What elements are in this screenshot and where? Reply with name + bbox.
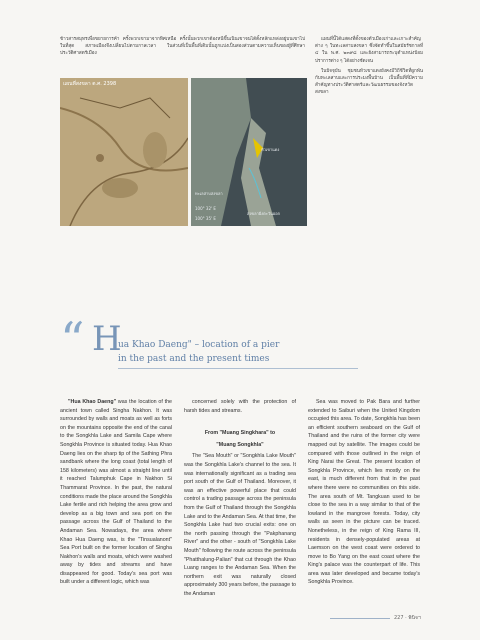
thai-right-column: [315, 36, 423, 100]
column-1-paragraph: [60, 398, 172, 587]
column-3-paragraph: Sea was moved to Pak Bara and further extended to Saiburi when the United Kingdom occupied this area. To date, Songkhla has been an efficient southern seaboard on the Gulf of Thailand and the ruins of the former city were mapped out by satellite. The images could be compared with those outlined in the reign of King Narai the Great. The present location of Songkhla Province, which lies mostly on the east, is much different from that in the past where there were no communities on this side. The area south of Mt. Tangkuan used to be close to the sea in a way similar to that of the lowland in the mangrove forests. Today, city walls as seen in the picture can be traced. Nonetheless, in the reign of King Rama III, residents in densely-populated areas at Laemson on the west coast were ordered to move to Bo Yang on the east coast where the King's palace was the counterpart of life. This area was later developed and became today's Songkhla Province.: [308, 399, 420, 586]
column-2-paragraph: concerned solely with the protection of harsh tides and streams.: [184, 399, 296, 414]
satellite-label-1: หัวเขาแดง: [261, 147, 280, 152]
column-2-paragraph: The "Sea Mouth" or "Songkhla Lake Mouth" was the Songkhla Lake's channel to the sea. It was internationally significant as a trading sea port south of the Gulf of Thailand. Moreover, it was an effective powerful place that could control a trading passage across the peninsula from the Gulf of Thailand through the Songkhla Lake and to the Andaman Sea. At that time, the Songkhla Lake had two crucial exits: one on the north passing through the "Pakphanang River" and the other - south of "Songkhla Lake Mouth" following the route across the peninsula "Phatthalung-Palian" that cut through the Khao Luang ranges to the Andaman Sea. When the northern exit was naturally closed approximately 300 years before, the passage to the Andaman: [184, 453, 296, 597]
satellite-coord-2: 100° 32' E: [195, 206, 216, 211]
thai-intro-paragraph: [60, 36, 305, 58]
section-heading: From "Muang Singkhara" to: [204, 430, 276, 437]
thai-right-paragraph: แผนที่นี้ได้แสดงที่ตั้งของตัวเมืองเก่าและเกาะสำคัญต่าง ๆ ในทะเลสาบสงขลา ซึ่งจัดทำขึ้นในสมัยรัชกาลที่ ๔ ใน พ.ศ. ๒๓๙๘ และยังสามารถระบุตำแหน่งป้อมปราการต่าง ๆ ได้อย่างชัดเจน: [315, 37, 423, 64]
english-column-1: [60, 398, 172, 587]
satellite-label-3: สงขลาฝั่งตะวันออก: [247, 211, 281, 216]
column-1-lead: "Hua Khao Daeng": [68, 399, 117, 405]
title-initial: H: [92, 319, 122, 359]
historic-map-drawing: [60, 78, 188, 226]
article-title: ua Khao Daeng" – location of a pier: [118, 340, 280, 350]
footer-divider: [330, 618, 390, 619]
title-divider: [118, 368, 358, 369]
column-1-text: was the location of the ancient town called Singha Nakhon. It was surrounded by walls and moats as well as forts on the mountains opposite the end of the canal to the Songkhla Lake and Samila Cape where Songkhla Province is situated today. Hua Khao Daeng lies on the sharp tip of the Sathing Phra sandbank where the long coast (total length of 158 kilometers) was almost a straight line until it reached Talumphuk Cape in Nakhon Si Thammarat Province. In the past, the natural conditions made the place around the Songkhla Lake fertile and rich helping the area grow and develop as a big town and sea port on the passage across the Gulf of Thailand to the Andaman Sea. Nowadays, the area where Khao Hua Daeng was, is the "Tinsualanont" Sea Port built on the former location of Singha Nakhon's walls and moats, which were washed away by tides and streams and have disappeared for good. Today's sea port was built under a different logic, which was: [60, 399, 172, 586]
historic-map-caption: แผนที่สงขลา ต.ศ. 2398: [63, 81, 117, 87]
historic-map-image: [60, 78, 188, 226]
section-heading-line-2: "Muang Songkhla": [216, 441, 264, 448]
english-column-2: [184, 398, 296, 598]
satellite-map-image: [191, 78, 307, 226]
satellite-coord-1: 100° 35' E: [195, 216, 216, 221]
maps-block: [60, 78, 307, 226]
satellite-map-drawing: [191, 78, 307, 226]
english-column-3: [308, 398, 420, 587]
thai-right-paragraph: ในปัจจุบัน ชุมชนหัวเขาแดงยังคงมีวิถีชีวิตที่ผูกพันกับทะเลสาบและการประมงพื้นบ้าน เป็นพื้นที่ที่มีความสำคัญทางประวัติศาสตร์และวัฒนธรรมของจังหวัดสงขลา: [315, 68, 423, 96]
satellite-label-2: ทะเลสาบสงขลา: [195, 191, 223, 196]
page-number: 227 · พินิจฯ: [394, 615, 421, 621]
article-subtitle: in the past and the present times: [118, 354, 270, 364]
thai-intro-text: ข้าวสารสมุทรเพื่อขยายการค้า ครั้งพวกเขามาจากทิศเหนือ ครั้งนั้นพวกเขาต้องหนีขึ้นเนินเขาจนได้ตั้งหลักแหล่งอยู่บนเขาไปในที่สุด สภาพเมืองจึงเปลี่ยนไปตามกาลเวลา ในส่วนที่เป็นพื้นที่เดิมนั้นถูกแบ่งเป็นสองส่วนตามความเห็นของผู้ที่ศึกษาประวัติศาสตร์เมือง: [60, 37, 305, 57]
quote-mark-icon: “: [60, 312, 85, 368]
